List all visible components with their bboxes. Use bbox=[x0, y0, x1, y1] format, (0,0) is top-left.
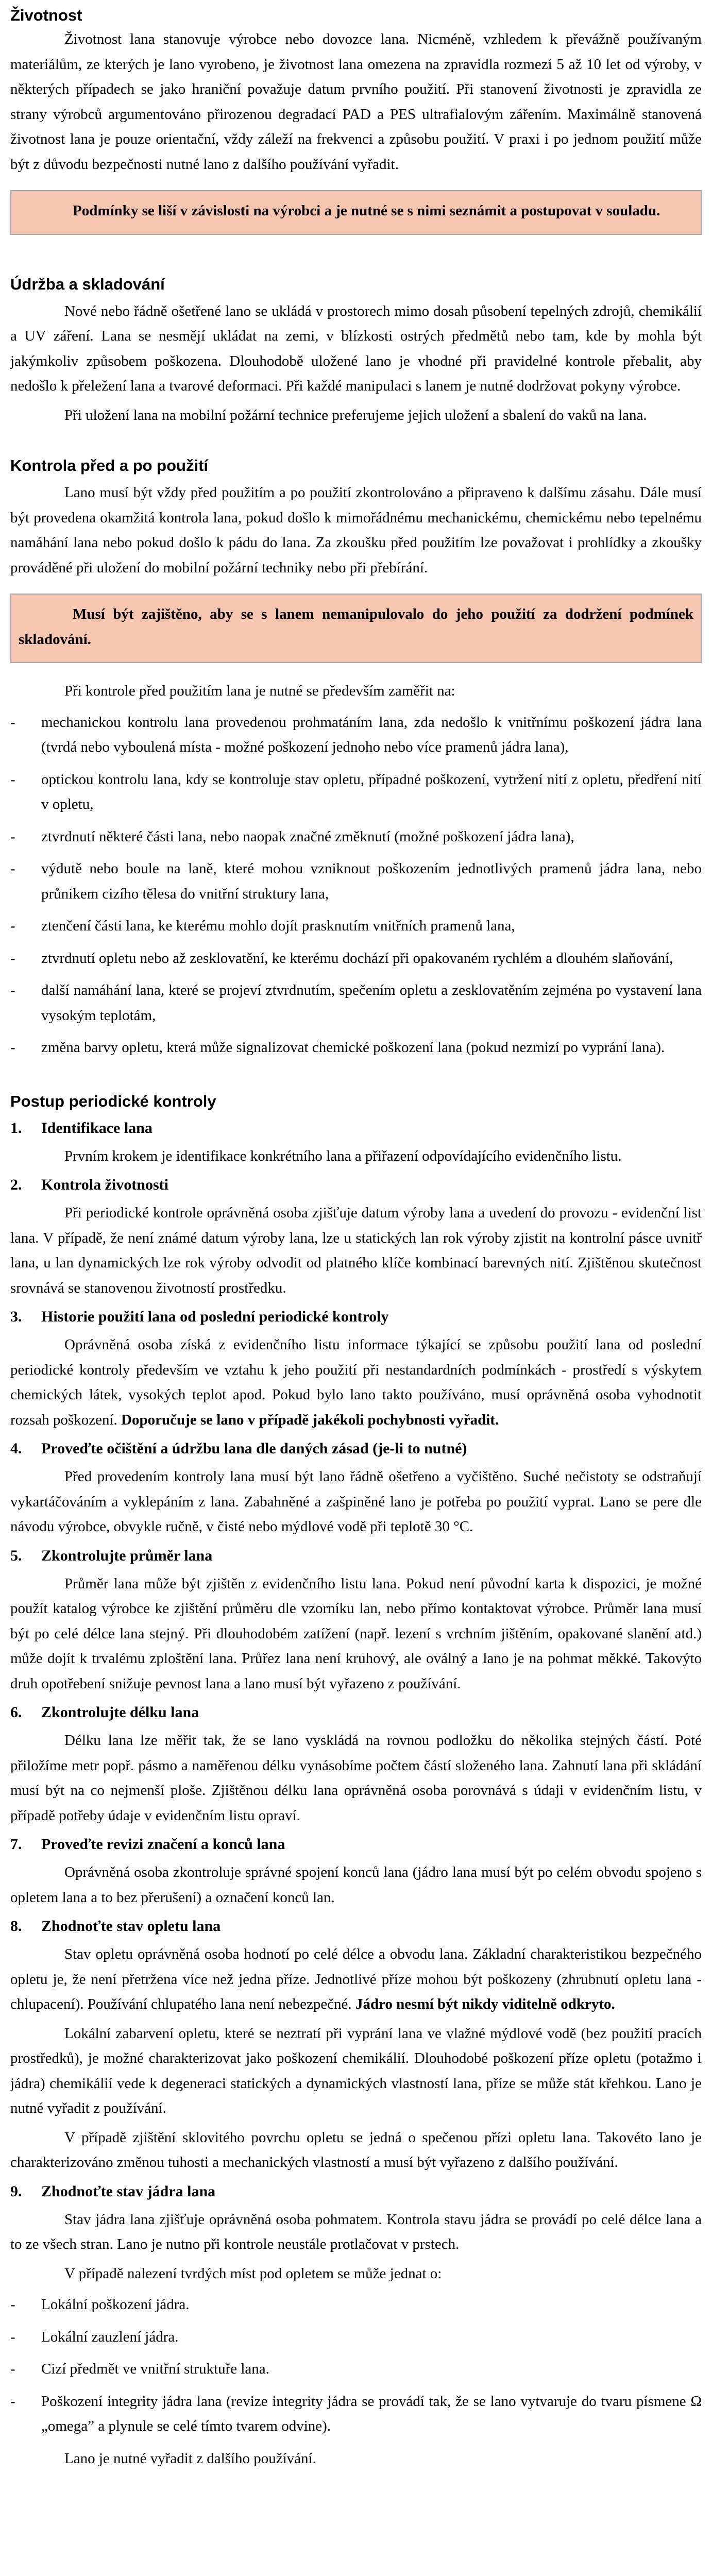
step-title: Zhodnoťte stav jádra lana bbox=[41, 2182, 216, 2200]
bullet-dash: - bbox=[10, 950, 15, 967]
step-heading bbox=[10, 1173, 702, 1197]
paragraph bbox=[10, 1942, 702, 2017]
callout-box bbox=[10, 594, 702, 663]
section-heading: Údržba a skladování bbox=[10, 275, 165, 293]
paragraph: Životnost lana stanovuje výrobce nebo dovozce lana. Nicméně, vzhledem k převážně používaným materiálům, ze kterých je lano vyrobeno, je životnost lana omezena na zpravidla rozmezí 5 až 10 let od výroby, v některých případech se jako hraniční považuje datum prvního použití. Při stanovení životnosti je zpravidla ze strany výrobců argumentováno přirozenou degradací PAD a PES ultrafialovým zářením. Maximálně stanovená životnost lana je pouze orientační, vždy záleží na frekvenci a způsobu použití. V praxi i po jednom použití může být z důvodu bezpečnosti nutné lano z dalšího používání vyřadit. bbox=[10, 31, 702, 173]
list-intro: V případě nalezení tvrdých míst pod opletem se může jednat o: bbox=[64, 2265, 442, 2282]
step-heading bbox=[10, 1544, 702, 1568]
paragraph: Nové nebo řádně ošetřené lano se ukládá v prostorech mimo dosah působení tepelných zdrojů, chemikálií a UV záření. Lana se nesmějí ukládat na zemi, v blízkosti ostrých předmětů nebo tam, kde by mohla být jakýmkoliv způsobem poškozena. Dlouhodobě uložené lano je vhodné při pravidelné kontrole přebalit, aby nedošlo k přeležení lana a tvarové deformaci. Při každé manipulaci s lanem je nutné dodržovat pokyny výrobce. bbox=[10, 302, 702, 394]
list-item bbox=[10, 2292, 702, 2317]
paragraph: Prvním krokem je identifikace konkrétního lana a přiřazení odpovídajícího evidenčního listu. bbox=[64, 1147, 622, 1164]
step-heading bbox=[10, 1914, 702, 1939]
paragraph bbox=[10, 1332, 702, 1432]
bullet-dash: - bbox=[10, 714, 15, 731]
list-item-text: ztvrdnutí opletu nebo až zesklovatění, ke kterému dochází při opakovaném rychlém a dlouhém slaňování, bbox=[41, 950, 673, 967]
core-damage-list bbox=[10, 2292, 702, 2439]
step-heading bbox=[10, 1832, 702, 1857]
list-item-text: optickou kontrolu lana, kdy se kontroluje stav opletu, případné poškození, vytržení nití z opletu, předření nití v opletu, bbox=[41, 771, 702, 812]
step-number: 5. bbox=[10, 1547, 22, 1564]
step-number: 3. bbox=[10, 1308, 22, 1325]
step-6 bbox=[10, 1700, 702, 1828]
list-item bbox=[10, 1035, 702, 1060]
step-number: 9. bbox=[10, 2182, 22, 2200]
paragraph: Při uložení lana na mobilní požární technice preferujeme jejich uložení a sbalení do vaků na lana. bbox=[64, 406, 647, 423]
step-number: 2. bbox=[10, 1176, 22, 1193]
bullet-dash: - bbox=[10, 2296, 15, 2313]
list-item bbox=[10, 913, 702, 939]
list-item-text: Lokální poškození jádra. bbox=[41, 2296, 190, 2313]
step-heading bbox=[10, 2179, 702, 2204]
list-item-text: změna barvy opletu, která může signalizovat chemické poškození lana (pokud nezmizí po vyprání lana). bbox=[41, 1039, 665, 1056]
step-3 bbox=[10, 1304, 702, 1432]
step-number: 4. bbox=[10, 1440, 22, 1457]
list-item-text: ztvrdnutí některé části lana, nebo naopak značné změknutí (možné poškození jádra lana), bbox=[41, 828, 574, 845]
paragraph: Před provedením kontroly lana musí být lano řádně ošetřeno a vyčištěno. Suché nečistoty se odstraňují vykartáčováním a vyklepáním z lana. Zabahněné a zašpiněné lano je potřeba po použití vyprat. Lano se pere dle návodu výrobce, obvykle ručně, v čisté nebo mýdlové vodě při teplotě 30 °C. bbox=[10, 1468, 702, 1535]
step-title: Kontrola životnosti bbox=[41, 1176, 168, 1193]
step-8 bbox=[10, 1914, 702, 2175]
paragraph-text: Stav opletu oprávněná osoba hodnotí po celé délce a obvodu lana. Základní charakteristikou bezpečného opletu je, že není přetržena více než jedna příze. Jednotlivé příze mohou být poškozeny (zhrubnutí opletu lana - chlupacení). Používání chlupatého lana není nebezpečné. bbox=[10, 1946, 702, 2012]
list-item bbox=[10, 946, 702, 971]
list-item bbox=[10, 824, 702, 850]
callout-text: Musí být zajištěno, aby se s lanem nemanipulovalo do jeho použití za dodržení podmínek skladování. bbox=[19, 606, 693, 648]
step-number: 8. bbox=[10, 1918, 22, 1935]
list-item-text: mechanickou kontrolu lana provedenou prohmatáním lana, zda nedošlo k vnitřnímu poškození jádra lana (tvrdá nebo vyboulená místa - možné poškození jednoho nebo více pramenů jádra lana), bbox=[41, 714, 702, 755]
list-item-text: Cizí předmět ve vnitřní struktuře lana. bbox=[41, 2361, 269, 2377]
emphasis-text: Doporučuje se lano v případě jakékoli pochybnosti vyřadit. bbox=[121, 1411, 499, 1428]
emphasis-text: Jádro nesmí být nikdy viditelně odkryto. bbox=[355, 1996, 615, 2012]
list-item bbox=[10, 767, 702, 817]
inspection-list bbox=[10, 710, 702, 1060]
bullet-dash: - bbox=[10, 1039, 15, 1056]
list-item bbox=[10, 978, 702, 1028]
list-intro: Při kontrole před použitím lana je nutné se především zaměřit na: bbox=[64, 683, 455, 699]
step-number: 6. bbox=[10, 1704, 22, 1721]
bullet-dash: - bbox=[10, 860, 15, 877]
bullet-dash: - bbox=[10, 2328, 15, 2345]
bullet-dash: - bbox=[10, 771, 15, 788]
step-heading bbox=[10, 1304, 702, 1329]
list-item bbox=[10, 710, 702, 760]
list-item-text: Lokální zauzlení jádra. bbox=[41, 2328, 179, 2345]
callout-text: Podmínky se liší v závislosti na výrobci a je nutné se s nimi seznámit a postupovat v souladu. bbox=[73, 202, 660, 219]
paragraph: Lokální zabarvení opletu, které se neztratí při vyprání lana ve vlažné mýdlové vodě (bez použití pracích prostředků), je možné charakterizovat jako poškození chemikálií. Dlouhodobé poškození příze opletu (potažmo i jádra) chemikálií vede k degeneraci statických a dynamických vlastností lana, příze se může stát křehkou. Lano je nutné vyřadit z používání. bbox=[10, 2025, 702, 2116]
step-number: 7. bbox=[10, 1836, 22, 1853]
paragraph: Stav jádra lana zjišťuje oprávněná osoba pohmatem. Kontrola stavu jádra se provádí po celé délce lana a to ze všech stran. Lano je nutno při kontrole neustále protlačovat v prstech. bbox=[10, 2211, 702, 2252]
list-item bbox=[10, 2325, 702, 2350]
step-heading bbox=[10, 1436, 702, 1461]
callout-box bbox=[10, 190, 702, 235]
step-4 bbox=[10, 1436, 702, 1539]
step-1 bbox=[10, 1116, 702, 1169]
closing-paragraph: Lano je nutné vyřadit z dalšího používání. bbox=[64, 2450, 316, 2467]
section-udrzba bbox=[10, 273, 702, 428]
step-2 bbox=[10, 1173, 702, 1300]
step-title: Zkontrolujte délku lana bbox=[41, 1704, 199, 1721]
step-7 bbox=[10, 1832, 702, 1910]
step-5 bbox=[10, 1544, 702, 1697]
section-heading: Kontrola před a po použití bbox=[10, 456, 209, 474]
step-heading bbox=[10, 1116, 702, 1141]
step-title: Proveďte očištění a údržbu lana dle daných zásad (je-li to nutné) bbox=[41, 1440, 467, 1457]
step-title: Proveďte revizi značení a konců lana bbox=[41, 1836, 285, 1853]
paragraph: Délku lana lze měřit tak, že se lano vyskládá na rovnou podložku do několika stejných částí. Poté přiložíme metr popř. pásmo a naměřenou délku vynásobíme počtem částí složeného lana. Zahnutí lana při skládání musí být na co nejmenší ploše. Zjištěnou délku lana oprávněná osoba porovnává s údaji v evidenčním listu, v případě potřeby údaje v evidenčním listu opraví. bbox=[10, 1732, 702, 1824]
bullet-dash: - bbox=[10, 2393, 15, 2410]
list-item bbox=[10, 2389, 702, 2439]
bullet-dash: - bbox=[10, 982, 15, 998]
step-9 bbox=[10, 2179, 702, 2471]
list-item-text: výdutě nebo boule na laně, které mohou vzniknout poškozením jednotlivých pramenů jádra lana, nebo průnikem cizího tělesa do vnitřní struktury lana, bbox=[41, 860, 702, 902]
bullet-dash: - bbox=[10, 828, 15, 845]
paragraph: Při periodické kontrole oprávněná osoba zjišťuje datum výroby lana a uvedení do provozu - evidenční list lana. V případě, že není známé datum výroby lana, lze u statických lan rok výroby zjistit na kontrolní pásce uvnitř lana, u lan dynamických lze rok výroby odvodit od platného klíče kombinací barevných nití. Zjištěnou skutečnost srovnává se stanovenou životností prostředku. bbox=[10, 1205, 702, 1296]
section-postup bbox=[10, 1090, 702, 2471]
step-number: 1. bbox=[10, 1119, 22, 1137]
list-item bbox=[10, 2357, 702, 2382]
section-heading: Postup periodické kontroly bbox=[10, 1092, 216, 1110]
bullet-dash: - bbox=[10, 2361, 15, 2377]
section-heading: Životnost bbox=[10, 6, 82, 24]
step-title: Zhodnoťte stav opletu lana bbox=[41, 1918, 221, 1935]
step-heading bbox=[10, 1700, 702, 1725]
bullet-dash: - bbox=[10, 918, 15, 934]
list-item-text: další namáhání lana, které se projeví ztvrdnutím, spečením opletu a zesklovatěním zejména po vystavení lana vysokým teplotám, bbox=[41, 982, 702, 1024]
paragraph: Oprávněná osoba zkontroluje správné spojení konců lana (jádro lana musí být po celém obvodu spojeno s opletem lana a to bez přerušení) a označení konců lan. bbox=[10, 1864, 702, 1906]
list-item bbox=[10, 856, 702, 906]
list-item-text: Poškození integrity jádra lana (revize integrity jádra se provádí tak, že se lano vytvaruje do tvaru písmene Ω „omega” a plynule se celé tímto tvarem odvine). bbox=[41, 2393, 702, 2434]
section-zivotnost bbox=[10, 4, 702, 235]
list-item-text: ztenčení části lana, ke kterému mohlo dojít prasknutím vnitřních pramenů lana, bbox=[41, 918, 515, 934]
step-title: Historie použití lana od poslední periodické kontroly bbox=[41, 1308, 389, 1325]
paragraph: Průměr lana může být zjištěn z evidenčního listu lana. Pokud není původní karta k dispozici, je možné použít katalog výrobce ke zjištění průměru dle vzorníku lan, nebo přímo kontaktovat výrobce. Průměr lana musí být po celé délce lana stejný. Při dlouhodobém zatížení (např. lezení s vrchním jištěním, opakované slanění atd.) může dojít k trvalému zploštění lana. Průřez lana není kruhový, ale oválný a lano je na pohmat měkké. Takovýto druh opotřebení snižuje pevnost lana a lano musí být vyřazeno z používání. bbox=[10, 1575, 702, 1692]
paragraph: V případě zjištění sklovitého povrchu opletu se jedná o spečenou přízi opletu lana. Takovéto lano je charakterizováno změnou tuhosti a mechanických vlastností a musí být vyřazeno z dalšího používání. bbox=[10, 2129, 702, 2171]
section-kontrola bbox=[10, 454, 702, 1060]
step-title: Zkontrolujte průměr lana bbox=[41, 1547, 213, 1564]
step-title: Identifikace lana bbox=[41, 1119, 152, 1137]
paragraph-text: Oprávněná osoba získá z evidenčního listu informace týkající se způsobu použití lana od poslední periodické kontroly především ve vztahu k jeho použití při nestandardních podmínkách - prostředí s výskytem chemických látek, vysokých teplot apod. Pokud bylo lano takto používáno, musí oprávněná osoba vyhodnotit rozsah poškození. bbox=[10, 1336, 702, 1428]
paragraph: Lano musí být vždy před použitím a po použití zkontrolováno a připraveno k dalšímu zásahu. Dále musí být provedena okamžitá kontrola lana, pokud došlo k mimořádnému mechanickému, chemickému nebo tepelnému namáhání lana nebo pokud došlo k pádu do lana. Za zkoušku před použitím lze považovat i prohlídky a zkoušky prováděné při uložení do mobilní požární techniky nebo při přebírání. bbox=[10, 484, 702, 576]
